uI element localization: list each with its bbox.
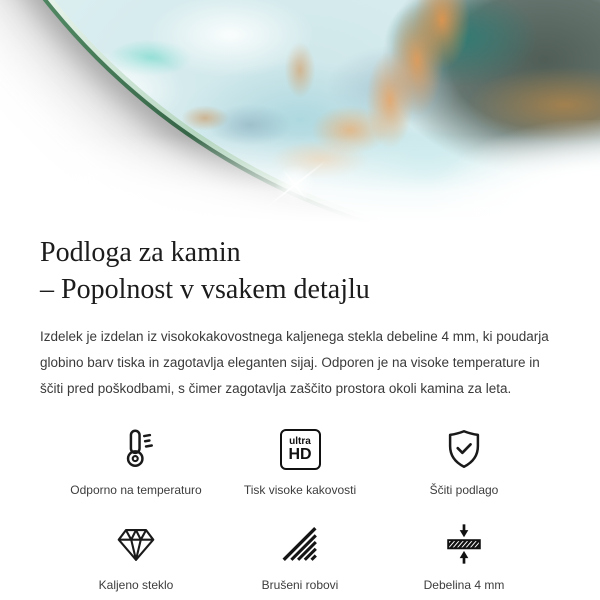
feature-label: Ščiti podlago xyxy=(429,483,499,497)
feature-thickness xyxy=(382,519,546,592)
feature-label: Odporno na temperaturo xyxy=(70,483,202,497)
feature-print-quality xyxy=(218,424,382,497)
feature-temperature xyxy=(54,424,218,497)
brushed-edges-icon xyxy=(277,519,323,569)
feature-label: Brušeni robovi xyxy=(261,578,339,592)
product-description-text: Izdelek je izdelan iz visokokakovostnega kaljenega stekla debeline 4 mm, ki poudarja globino barv tiska in zagotavlja eleganten sijaj. Odporen je na visoke temperature in ščiti pred poškodbami, s čimer zagotavlja zaščito prostora okoli kamina za leta. xyxy=(40,329,549,396)
glass-sparkle xyxy=(272,162,318,208)
feature-label: Kaljeno steklo xyxy=(98,578,174,592)
page-title xyxy=(40,234,560,308)
page-title-line2: – Popolnost v vsakem detajlu xyxy=(40,274,370,305)
page-title-line1: Podloga za kamin xyxy=(40,237,241,268)
feature-protection xyxy=(382,424,546,497)
ultra-hd-text-bottom: HD xyxy=(288,445,312,463)
feature-label: Tisk visoke kakovosti xyxy=(243,483,357,497)
shield-check-icon xyxy=(441,424,487,474)
diamond-icon xyxy=(113,519,159,569)
thermometer-icon xyxy=(113,424,159,474)
feature-label: Debelina 4 mm xyxy=(423,578,505,592)
feature-tempered-glass xyxy=(54,519,218,592)
photo-corner-fade xyxy=(340,120,600,230)
thickness-icon xyxy=(441,519,487,569)
product-photo xyxy=(0,0,600,230)
feature-grid xyxy=(54,424,546,592)
ultra-hd-text-top: ultra xyxy=(289,435,311,447)
feature-brushed-edges xyxy=(218,519,382,592)
product-description-section xyxy=(0,234,600,592)
ultra-hd-icon xyxy=(280,424,321,474)
